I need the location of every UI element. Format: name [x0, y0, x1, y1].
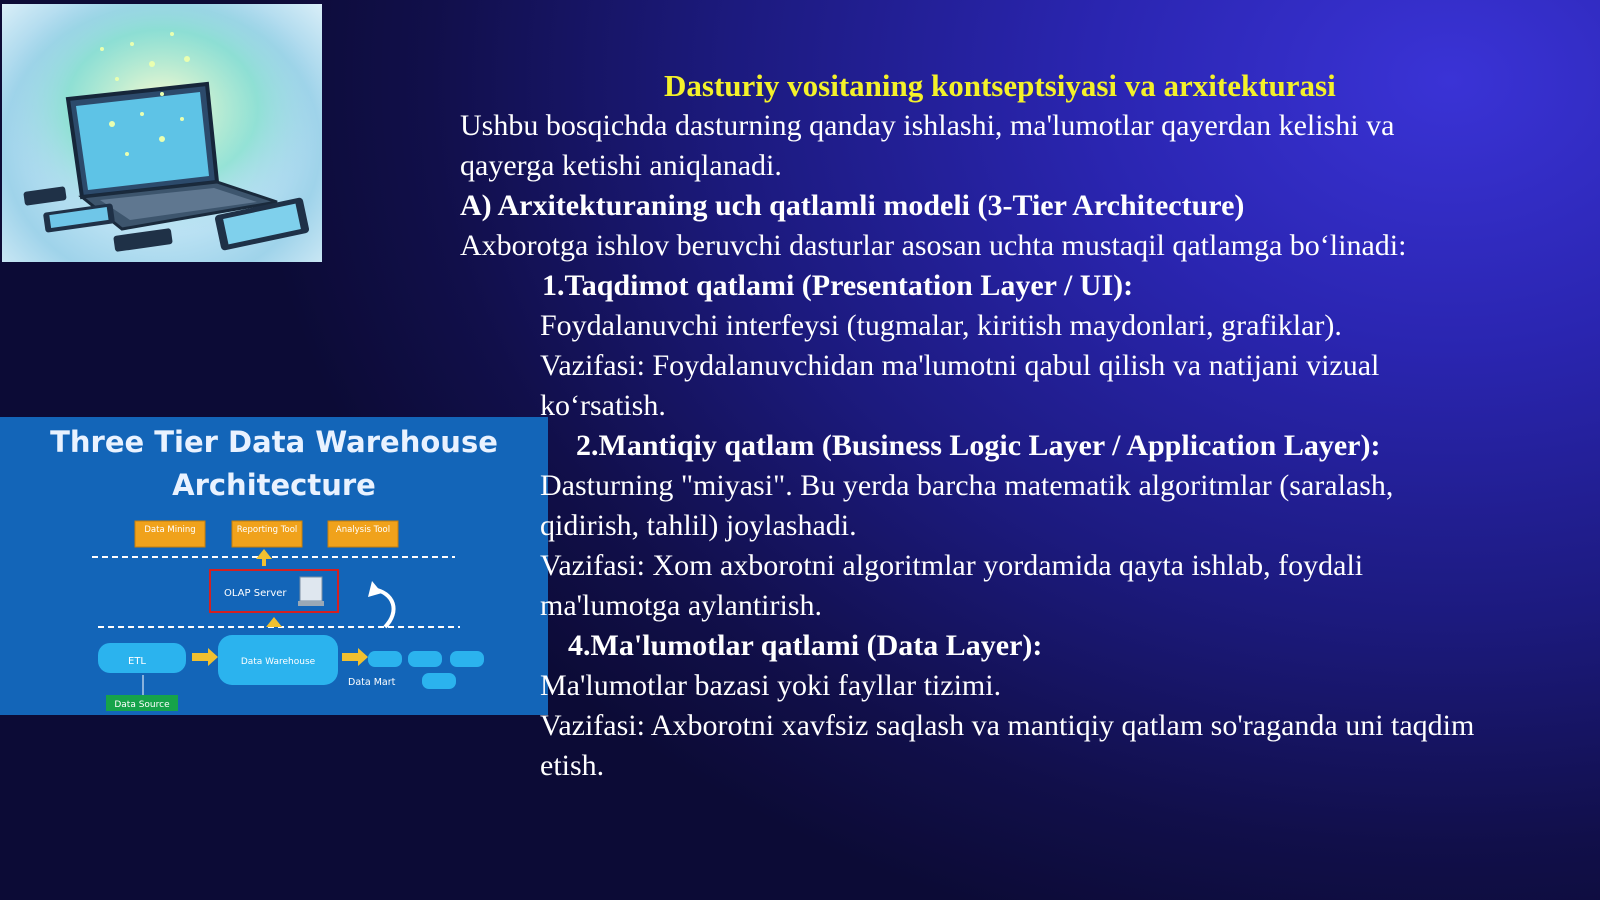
diagram-title-line-2: Architecture	[172, 468, 376, 502]
laptop-icon	[2, 4, 322, 262]
layer-1-heading: 1.Taqdimot qatlami (Presentation Layer / UI):	[542, 269, 1134, 302]
tool-label: Analysis Tool	[335, 525, 391, 535]
layer-2-heading: 2.Mantiqiy qatlam (Business Logic Layer / Application Layer):	[576, 429, 1381, 462]
intro-line-1: Ushbu bosqichda dasturning qanday ishlashi, ma'lumotlar qayerdan kelishi va	[460, 109, 1395, 142]
layer-1-line: Vazifasi: Foydalanuvchidan ma'lumotni qabul qilish va natijani vizual	[540, 349, 1380, 382]
layer-4-line: etish.	[540, 749, 605, 782]
layer-4-line: Vazifasi: Axborotni xavfsiz saqlash va mantiqiy qatlam so'raganda uni taqdim	[540, 709, 1475, 742]
layer-1-line: ko‘rsatish.	[540, 389, 666, 422]
source-label: Data Source	[114, 700, 170, 710]
diagram-title-line-1: Three Tier Data Warehouse	[50, 425, 498, 459]
layer-2-line: Vazifasi: Xom axborotni algoritmlar yordamida qayta ishlab, foydali	[540, 549, 1364, 582]
layer-2-line: qidirish, tahlil) joylashadi.	[540, 509, 857, 542]
tool-label: Reporting Tool	[236, 525, 298, 535]
tool-label: Data Mining	[144, 525, 196, 535]
tool-boxes	[135, 521, 398, 547]
etl-label: ETL	[128, 656, 146, 667]
layer-4-line: Ma'lumotlar bazasi yoki fayllar tizimi.	[540, 669, 1002, 702]
olap-label: OLAP Server	[224, 588, 287, 599]
layer-2-line: ma'lumotga aylantirish.	[540, 589, 823, 622]
warehouse-label: Data Warehouse	[240, 657, 316, 667]
section-a-heading: A) Arxitekturaning uch qatlamli modeli (3-Tier Architecture)	[460, 189, 1245, 222]
intro-line-2: qayerga ketishi aniqlanadi.	[460, 149, 782, 182]
mart-label: Data Mart	[348, 677, 396, 688]
layer-4-heading: 4.Ma'lumotlar qatlami (Data Layer):	[568, 629, 1043, 662]
layer-2-line: Dasturning "miyasi". Bu yerda barcha matematik algoritmlar (saralash,	[540, 469, 1394, 502]
section-a-text: Axborotga ishlov beruvchi dasturlar asosan uchta mustaqil qatlamga bo‘linadi:	[460, 229, 1407, 262]
slide-title: Dasturiy vositaning kontseptsiyasi va arxitekturasi	[664, 68, 1336, 103]
layer-1-line: Foydalanuvchi interfeysi (tugmalar, kiritish maydonlari, grafiklar).	[540, 309, 1342, 342]
laptop-illustration	[2, 4, 322, 262]
slide-content	[460, 66, 1595, 786]
